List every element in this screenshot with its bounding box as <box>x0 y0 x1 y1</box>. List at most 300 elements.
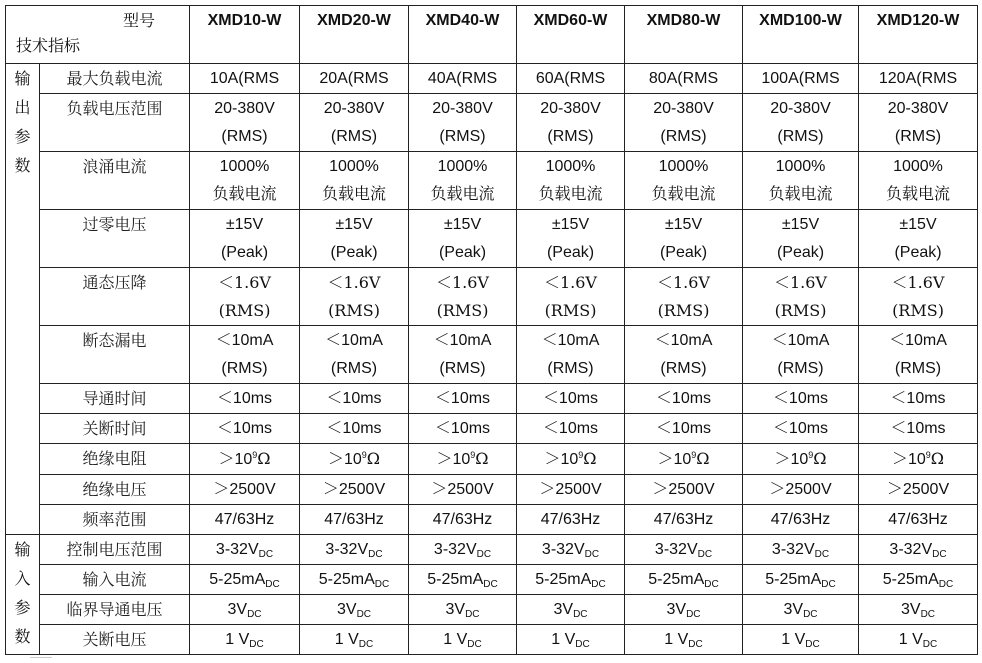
value-cell <box>625 565 743 595</box>
value-cell <box>517 444 625 475</box>
value-line: ＜10mA <box>541 332 600 349</box>
value-cell <box>300 535 409 565</box>
value-line: 1000% <box>437 158 488 175</box>
value-cell <box>743 595 859 625</box>
value-cell: ＞2500V <box>300 475 409 505</box>
value-line: 20-380V <box>887 100 949 117</box>
value-subscript: DC <box>258 549 274 560</box>
model-header: XMD40-W <box>409 6 517 64</box>
value-cell <box>625 94 743 152</box>
value-exponent: 9 <box>252 450 258 460</box>
value-base: 3V <box>445 601 466 618</box>
value-cell <box>409 210 517 268</box>
value-cell <box>743 565 859 595</box>
value-base: 1 V <box>898 631 923 648</box>
value-line: 负载电流 <box>321 186 386 203</box>
value-prefix: ＞10 <box>891 451 926 468</box>
value-base: 5-25mA <box>765 571 822 588</box>
table-row <box>6 565 978 595</box>
value-cell: ＞2500V <box>743 475 859 505</box>
value-cell: 40A(RMS <box>409 64 517 94</box>
value-cell <box>743 268 859 326</box>
value-unit: Ω <box>930 449 945 468</box>
value-line: (Peak) <box>894 244 942 261</box>
value-line: (RMS) <box>777 360 824 377</box>
value-cell <box>409 535 517 565</box>
value-cell <box>409 625 517 655</box>
value-cell <box>190 565 300 595</box>
value-subscript: DC <box>483 579 498 590</box>
value-line: (Peak) <box>659 244 708 261</box>
value-subscript: DC <box>374 579 390 590</box>
value-line: ＜10mA <box>433 332 492 349</box>
value-unit: Ω <box>475 449 489 468</box>
value-line: 1000% <box>775 158 826 175</box>
value-line: (RMS) <box>777 128 824 145</box>
value-base: 1 V <box>551 631 576 648</box>
value-line: (RMS) <box>330 360 378 377</box>
table-row <box>6 625 978 655</box>
value-line: (RMS) <box>894 128 942 145</box>
value-base: 1 V <box>225 631 250 648</box>
value-line: ±15V <box>899 216 937 233</box>
value-line: ＜10mA <box>654 332 713 349</box>
group-char: 数 <box>14 156 31 175</box>
value-subscript: DC <box>704 579 719 590</box>
table-row <box>6 152 978 210</box>
group-char: 入 <box>14 569 31 588</box>
value-cell <box>743 535 859 565</box>
value-cell <box>859 444 978 475</box>
value-base: 1 V <box>334 631 359 648</box>
value-cell: 47/63Hz <box>625 505 743 535</box>
value-cell: ＜10ms <box>517 384 625 414</box>
value-subscript: DC <box>932 549 947 560</box>
model-header: XMD60-W <box>517 6 625 64</box>
value-line: (Peak) <box>330 244 378 261</box>
value-prefix: ＞10 <box>327 451 362 468</box>
value-line: (RMS) <box>774 301 827 320</box>
value-cell <box>625 444 743 475</box>
value-subscript: DC <box>356 609 372 620</box>
value-cell: ＜10ms <box>300 384 409 414</box>
value-line: 20-380V <box>214 100 275 117</box>
value-cell: 47/63Hz <box>859 505 978 535</box>
value-cell: ＞2500V <box>409 475 517 505</box>
value-base: 3-32V <box>325 541 369 558</box>
table-row <box>6 595 978 625</box>
model-header: XMD120-W <box>859 6 978 64</box>
value-line: (RMS) <box>218 301 271 320</box>
value-unit: Ω <box>696 449 710 468</box>
footer-rule <box>30 657 52 658</box>
group-char: 输 <box>14 69 31 88</box>
param-label: 浪涌电流 <box>40 152 190 210</box>
value-unit: Ω <box>257 449 271 468</box>
param-label: 控制电压范围 <box>40 535 190 565</box>
value-cell <box>743 326 859 384</box>
value-cell <box>409 444 517 475</box>
value-line: 20-380V <box>540 100 601 117</box>
value-exponent: 9 <box>470 450 476 460</box>
value-line: (Peak) <box>776 244 825 261</box>
value-line: 1000% <box>658 158 709 175</box>
value-line: 1000% <box>893 158 943 175</box>
value-prefix: ＞10 <box>774 451 809 468</box>
value-line: (RMS) <box>328 301 380 320</box>
value-unit: Ω <box>583 449 597 468</box>
value-subscript: DC <box>265 579 280 590</box>
value-cell <box>190 625 300 655</box>
value-cell <box>190 595 300 625</box>
value-line: ＜1.6V <box>656 273 710 292</box>
value-line: (RMS) <box>657 301 710 320</box>
value-line: 负载电流 <box>430 186 495 203</box>
value-cell <box>859 268 978 326</box>
table-row <box>6 268 978 326</box>
header-corner-cell <box>6 6 190 64</box>
value-cell <box>743 210 859 268</box>
value-line: ＜1.6V <box>773 273 827 292</box>
value-cell: ＜10ms <box>743 414 859 444</box>
value-line: ＜10mA <box>215 332 274 349</box>
table-row <box>6 384 978 414</box>
value-cell <box>300 326 409 384</box>
value-base: 3V <box>553 601 574 618</box>
param-label: 断态漏电 <box>40 326 190 384</box>
value-line: (RMS) <box>894 360 942 377</box>
value-subscript: DC <box>249 639 264 650</box>
value-line: (RMS) <box>221 128 268 145</box>
value-line: (RMS) <box>436 301 489 320</box>
value-cell <box>190 152 300 210</box>
value-subscript: DC <box>584 549 600 560</box>
value-base: 3-32V <box>771 541 815 558</box>
value-line: (RMS) <box>544 301 597 320</box>
param-label: 负载电压范围 <box>40 94 190 152</box>
table-row <box>6 414 978 444</box>
value-cell <box>190 326 300 384</box>
value-line: 负载电流 <box>212 186 277 203</box>
value-cell <box>625 152 743 210</box>
value-line: 负载电流 <box>768 186 833 203</box>
value-cell: ＜10ms <box>190 384 300 414</box>
value-cell: 47/63Hz <box>743 505 859 535</box>
value-cell: ＜10ms <box>517 414 625 444</box>
value-exponent: 9 <box>691 450 697 460</box>
spec-table <box>5 5 978 655</box>
group-label-output <box>6 64 40 535</box>
value-base: 5-25mA <box>427 571 484 588</box>
value-base: 1 V <box>443 631 468 648</box>
table-row <box>6 326 978 384</box>
value-cell <box>743 152 859 210</box>
value-cell <box>517 94 625 152</box>
param-label: 频率范围 <box>40 505 190 535</box>
value-line: ＜1.6V <box>891 273 945 292</box>
value-cell <box>517 326 625 384</box>
value-cell <box>625 625 743 655</box>
value-cell: ＞2500V <box>190 475 300 505</box>
value-cell <box>300 625 409 655</box>
table-row <box>6 444 978 475</box>
value-line: 负载电流 <box>885 186 950 203</box>
value-base: 5-25mA <box>535 571 592 588</box>
value-cell <box>625 535 743 565</box>
value-line: (RMS) <box>660 360 707 377</box>
table-row <box>6 475 978 505</box>
value-line: ＜10mA <box>771 332 830 349</box>
value-line: (RMS) <box>330 128 378 145</box>
group-char: 数 <box>14 627 31 646</box>
value-cell <box>300 595 409 625</box>
model-header: XMD10-W <box>190 6 300 64</box>
value-cell <box>190 268 300 326</box>
value-cell <box>190 444 300 475</box>
model-header: XMD80-W <box>625 6 743 64</box>
value-base: 3-32V <box>889 541 933 558</box>
value-subscript: DC <box>358 639 374 650</box>
value-cell <box>190 94 300 152</box>
param-label: 最大负载电流 <box>40 64 190 94</box>
value-cell <box>517 595 625 625</box>
value-base: 5-25mA <box>648 571 705 588</box>
value-cell <box>517 210 625 268</box>
value-subscript: DC <box>688 639 703 650</box>
value-cell <box>859 94 978 152</box>
value-subscript: DC <box>247 609 262 620</box>
value-subscript: DC <box>467 639 482 650</box>
spec-label: 技术指标 <box>16 36 81 55</box>
param-label: 绝缘电阻 <box>40 444 190 475</box>
value-line: ＜1.6V <box>543 273 597 292</box>
value-cell <box>190 210 300 268</box>
value-line: (Peak) <box>438 244 487 261</box>
value-cell <box>300 94 409 152</box>
value-base: 3V <box>900 601 921 618</box>
group-char: 出 <box>14 98 31 117</box>
value-cell: 120A(RMS <box>859 64 978 94</box>
value-cell: 10A(RMS <box>190 64 300 94</box>
value-line: 负载电流 <box>538 186 603 203</box>
value-cell: ＜10ms <box>300 414 409 444</box>
value-exponent: 9 <box>925 450 931 460</box>
value-cell: ＞2500V <box>859 475 978 505</box>
value-base: 3-32V <box>654 541 698 558</box>
param-label: 导通时间 <box>40 384 190 414</box>
value-line: 20-380V <box>323 100 385 117</box>
table-row <box>6 535 978 565</box>
table-row <box>6 505 978 535</box>
value-subscript: DC <box>573 609 588 620</box>
group-char: 输 <box>14 540 31 559</box>
value-cell <box>517 268 625 326</box>
value-prefix: ＞10 <box>657 451 692 468</box>
value-subscript: DC <box>938 579 954 590</box>
value-cell: 47/63Hz <box>517 505 625 535</box>
value-line: ±15V <box>335 216 373 233</box>
value-line: ±15V <box>443 216 482 233</box>
value-line: ＜1.6V <box>217 273 271 292</box>
value-line: (Peak) <box>220 244 269 261</box>
value-base: 1 V <box>664 631 689 648</box>
value-cell: 100A(RMS <box>743 64 859 94</box>
value-subscript: DC <box>465 609 480 620</box>
value-cell <box>625 210 743 268</box>
group-label-input <box>6 535 40 655</box>
value-cell <box>517 152 625 210</box>
value-cell: ＞2500V <box>517 475 625 505</box>
value-subscript: DC <box>814 549 830 560</box>
value-subscript: DC <box>368 549 383 560</box>
value-subscript: DC <box>922 639 938 650</box>
value-cell: ＜10ms <box>190 414 300 444</box>
value-subscript: DC <box>805 639 820 650</box>
value-cell: ＞2500V <box>625 475 743 505</box>
value-cell: 47/63Hz <box>409 505 517 535</box>
value-cell <box>625 268 743 326</box>
value-base: 3V <box>666 601 687 618</box>
value-cell: 60A(RMS <box>517 64 625 94</box>
value-cell <box>300 268 409 326</box>
header-row <box>6 6 978 64</box>
value-cell: ＜10ms <box>859 384 978 414</box>
value-subscript: DC <box>686 609 701 620</box>
value-line: (RMS) <box>221 360 268 377</box>
value-cell <box>859 595 978 625</box>
value-cell <box>743 94 859 152</box>
value-base: 3V <box>783 601 804 618</box>
value-base: 5-25mA <box>882 571 939 588</box>
value-line: (Peak) <box>546 244 595 261</box>
value-cell <box>409 595 517 625</box>
value-unit: Ω <box>813 449 827 468</box>
value-cell <box>859 565 978 595</box>
value-cell <box>409 152 517 210</box>
value-cell <box>859 625 978 655</box>
value-line: ＜1.6V <box>435 273 489 292</box>
value-prefix: ＞10 <box>544 451 579 468</box>
value-cell <box>300 444 409 475</box>
value-cell <box>300 152 409 210</box>
value-unit: Ω <box>366 449 381 468</box>
value-line: ＜10mA <box>325 332 383 349</box>
value-line: 20-380V <box>432 100 493 117</box>
value-cell <box>859 326 978 384</box>
value-cell <box>743 444 859 475</box>
value-cell <box>743 625 859 655</box>
value-cell: 47/63Hz <box>190 505 300 535</box>
value-cell <box>300 210 409 268</box>
value-cell <box>517 625 625 655</box>
value-base: 3V <box>227 601 248 618</box>
value-line: (RMS) <box>892 301 944 320</box>
value-cell <box>517 565 625 595</box>
value-line: ＜1.6V <box>327 273 381 292</box>
value-line: ±15V <box>225 216 264 233</box>
model-header: XMD100-W <box>743 6 859 64</box>
value-base: 3-32V <box>433 541 477 558</box>
value-exponent: 9 <box>361 450 367 460</box>
value-line: (RMS) <box>439 128 486 145</box>
value-base: 3-32V <box>215 541 259 558</box>
value-base: 3V <box>336 601 357 618</box>
value-cell <box>409 565 517 595</box>
value-subscript: DC <box>803 609 818 620</box>
param-label: 通态压降 <box>40 268 190 326</box>
value-line: (RMS) <box>439 360 486 377</box>
value-cell: ＜10ms <box>743 384 859 414</box>
value-cell <box>300 565 409 595</box>
value-exponent: 9 <box>578 450 584 460</box>
value-cell <box>409 94 517 152</box>
param-label: 关断电压 <box>40 625 190 655</box>
value-line: (RMS) <box>547 128 594 145</box>
value-line: ±15V <box>551 216 590 233</box>
value-cell <box>190 535 300 565</box>
value-line: (RMS) <box>660 128 707 145</box>
value-cell: ＜10ms <box>625 384 743 414</box>
value-subscript: DC <box>697 549 713 560</box>
value-subscript: DC <box>575 639 590 650</box>
param-label: 绝缘电压 <box>40 475 190 505</box>
value-subscript: DC <box>591 579 606 590</box>
model-label: 型号 <box>122 11 155 30</box>
value-base: 3-32V <box>541 541 585 558</box>
value-base: 5-25mA <box>209 571 266 588</box>
value-cell <box>517 535 625 565</box>
value-subscript: DC <box>476 549 492 560</box>
value-base: 1 V <box>781 631 806 648</box>
value-cell <box>625 595 743 625</box>
value-line: ±15V <box>664 216 703 233</box>
value-cell <box>625 326 743 384</box>
value-line: 负载电流 <box>651 186 716 203</box>
value-cell: ＜10ms <box>409 384 517 414</box>
value-line: 20-380V <box>770 100 831 117</box>
group-char: 参 <box>14 598 31 617</box>
value-line: ±15V <box>781 216 820 233</box>
value-cell: ＜10ms <box>409 414 517 444</box>
param-label: 关断时间 <box>40 414 190 444</box>
table-row <box>6 64 978 94</box>
value-prefix: ＞10 <box>218 451 253 468</box>
value-prefix: ＞10 <box>436 451 471 468</box>
value-cell <box>859 210 978 268</box>
value-cell: ＜10ms <box>625 414 743 444</box>
param-label: 临界导通电压 <box>40 595 190 625</box>
value-subscript: DC <box>821 579 836 590</box>
value-base: 5-25mA <box>318 571 375 588</box>
value-line: ＜10mA <box>889 332 947 349</box>
table-row <box>6 210 978 268</box>
value-cell <box>859 152 978 210</box>
value-cell <box>859 535 978 565</box>
param-label: 输入电流 <box>40 565 190 595</box>
value-cell: ＜10ms <box>859 414 978 444</box>
table-row <box>6 94 978 152</box>
param-label: 过零电压 <box>40 210 190 268</box>
value-cell <box>409 268 517 326</box>
value-cell: 20A(RMS <box>300 64 409 94</box>
value-cell: 47/63Hz <box>300 505 409 535</box>
value-line: 20-380V <box>653 100 714 117</box>
model-header: XMD20-W <box>300 6 409 64</box>
value-cell <box>409 326 517 384</box>
value-cell: 80A(RMS <box>625 64 743 94</box>
value-line: 1000% <box>329 158 379 175</box>
value-subscript: DC <box>920 609 936 620</box>
